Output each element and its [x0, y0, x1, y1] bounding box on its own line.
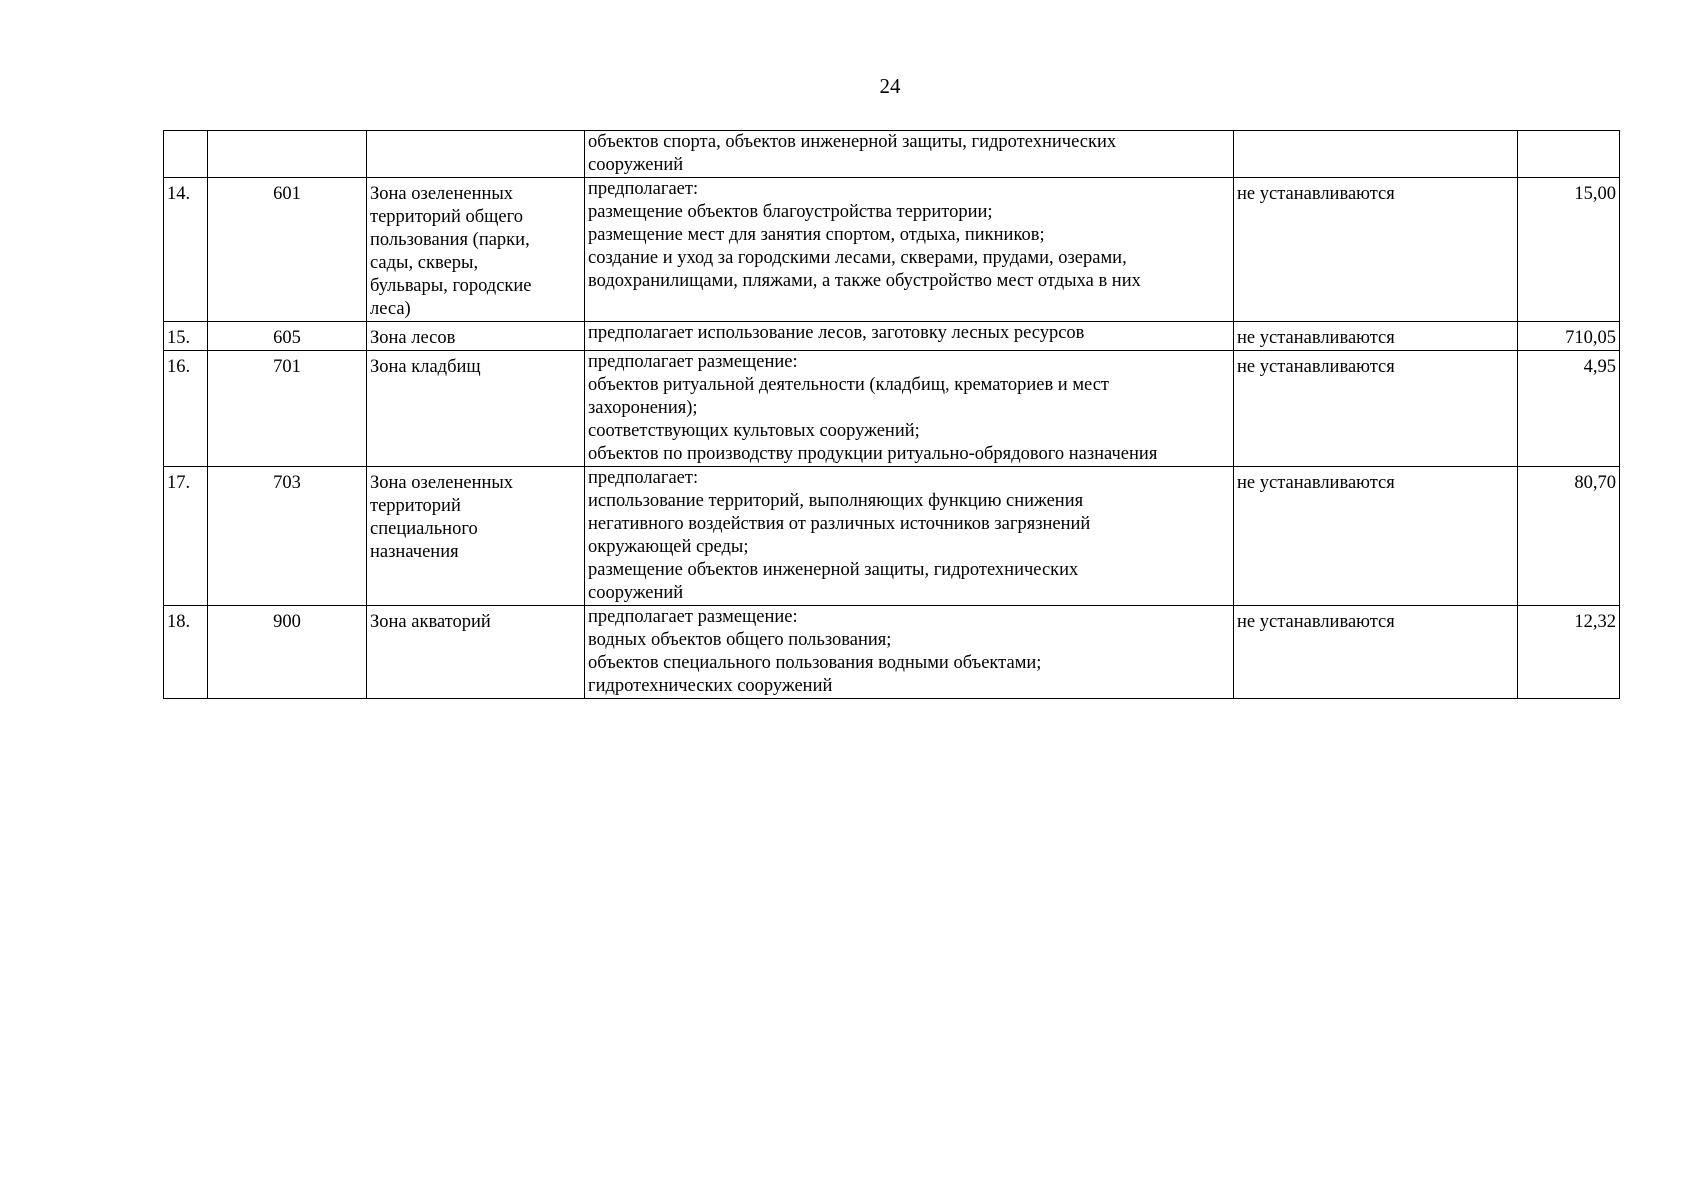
- zone-name-cell: [367, 467, 585, 606]
- zone-description-line: использование территорий, выполняющих функцию снижения: [588, 491, 1084, 511]
- table-row: [164, 322, 1620, 351]
- row-number-cell: 17.: [164, 467, 208, 606]
- zone-name-line: назначения: [370, 542, 459, 562]
- zone-parameters-cell: не устанавливаются: [1234, 351, 1518, 467]
- zone-code-cell: 703: [208, 467, 367, 606]
- zone-description-cell: [585, 467, 1234, 606]
- page-number: 24: [879, 74, 901, 98]
- zone-description-cell: [585, 178, 1234, 322]
- zone-code-cell: [208, 131, 367, 178]
- zone-name-cell: [367, 322, 585, 351]
- zone-parameters-cell: [1234, 131, 1518, 178]
- row-number-cell: 15.: [164, 322, 208, 351]
- zone-description-line: размещение мест для занятия спортом, отдыха, пикников;: [588, 225, 1045, 245]
- zone-description-line: объектов спорта, объектов инженерной защиты, гидротехнических: [588, 132, 1117, 152]
- table-row: [164, 606, 1620, 699]
- zone-description-line: предполагает размещение:: [588, 352, 798, 372]
- zone-description-line: размещение объектов инженерной защиты, гидротехнических: [588, 560, 1079, 580]
- zone-area-cell: 12,32: [1518, 606, 1620, 699]
- zone-description-line: гидротехнических сооружений: [588, 676, 833, 696]
- zone-name-cell: [367, 351, 585, 467]
- table-row: [164, 131, 1620, 178]
- zone-name-line: Зона лесов: [370, 328, 456, 348]
- zone-name-cell: [367, 131, 585, 178]
- zone-name-line: Зона озелененных: [370, 473, 514, 493]
- zone-description-line: соответствующих культовых сооружений;: [588, 421, 920, 441]
- zone-name-line: территорий: [370, 496, 461, 516]
- zone-description-line: предполагает использование лесов, заготовку лесных ресурсов: [588, 323, 1085, 343]
- zone-description-line: сооружений: [588, 155, 684, 175]
- zone-name-line: специального: [370, 519, 478, 539]
- zone-code-cell: 701: [208, 351, 367, 467]
- zone-name-line: леса): [370, 299, 411, 319]
- zone-description-line: водохранилищами, пляжами, а также обустройство мест отдыха в них: [588, 271, 1141, 291]
- zone-description-cell: [585, 606, 1234, 699]
- zone-description-line: размещение объектов благоустройства территории;: [588, 202, 993, 222]
- row-number-cell: [164, 131, 208, 178]
- zone-parameters-cell: не устанавливаются: [1234, 606, 1518, 699]
- row-number-cell: 16.: [164, 351, 208, 467]
- zone-parameters-cell: не устанавливаются: [1234, 178, 1518, 322]
- zone-description-cell: [585, 351, 1234, 467]
- zones-table: [163, 130, 1620, 699]
- zone-name-line: территорий общего: [370, 207, 523, 227]
- table-row: [164, 467, 1620, 606]
- zone-parameters-cell: не устанавливаются: [1234, 322, 1518, 351]
- zone-parameters-cell: не устанавливаются: [1234, 467, 1518, 606]
- zone-description-cell: [585, 131, 1234, 178]
- zone-description-line: создание и уход за городскими лесами, скверами, прудами, озерами,: [588, 248, 1127, 268]
- zone-code-cell: 601: [208, 178, 367, 322]
- table-row: [164, 178, 1620, 322]
- zone-description-line: объектов по производству продукции ритуально-обрядового назначения: [588, 444, 1158, 464]
- zone-description-line: окружающей среды;: [588, 537, 749, 557]
- zone-name-line: Зона озелененных: [370, 184, 514, 204]
- row-number-cell: 14.: [164, 178, 208, 322]
- zone-description-line: предполагает размещение:: [588, 607, 798, 627]
- zone-description-line: захоронения);: [588, 398, 698, 418]
- zone-name-line: бульвары, городские: [370, 276, 532, 296]
- row-number-cell: 18.: [164, 606, 208, 699]
- zone-name-cell: [367, 606, 585, 699]
- zone-name-line: Зона кладбищ: [370, 357, 481, 377]
- zone-code-cell: 605: [208, 322, 367, 351]
- table-row: [164, 351, 1620, 467]
- zone-area-cell: 710,05: [1518, 322, 1620, 351]
- zone-area-cell: 80,70: [1518, 467, 1620, 606]
- zone-name-cell: [367, 178, 585, 322]
- zone-area-cell: 15,00: [1518, 178, 1620, 322]
- zone-description-cell: [585, 322, 1234, 351]
- zone-description-line: предполагает:: [588, 468, 699, 488]
- zone-name-line: пользования (парки,: [370, 230, 530, 250]
- zone-description-line: сооружений: [588, 583, 684, 603]
- zone-description-line: предполагает:: [588, 179, 699, 199]
- zone-area-cell: [1518, 131, 1620, 178]
- zone-description-line: негативного воздействия от различных источников загрязнений: [588, 514, 1091, 534]
- zone-name-line: Зона акваторий: [370, 612, 491, 632]
- zone-description-line: объектов специального пользования водными объектами;: [588, 653, 1042, 673]
- zone-description-line: объектов ритуальной деятельности (кладбищ, крематориев и мест: [588, 375, 1110, 395]
- zone-area-cell: 4,95: [1518, 351, 1620, 467]
- zone-description-line: водных объектов общего пользования;: [588, 630, 892, 650]
- zone-code-cell: 900: [208, 606, 367, 699]
- zone-name-line: сады, скверы,: [370, 253, 479, 273]
